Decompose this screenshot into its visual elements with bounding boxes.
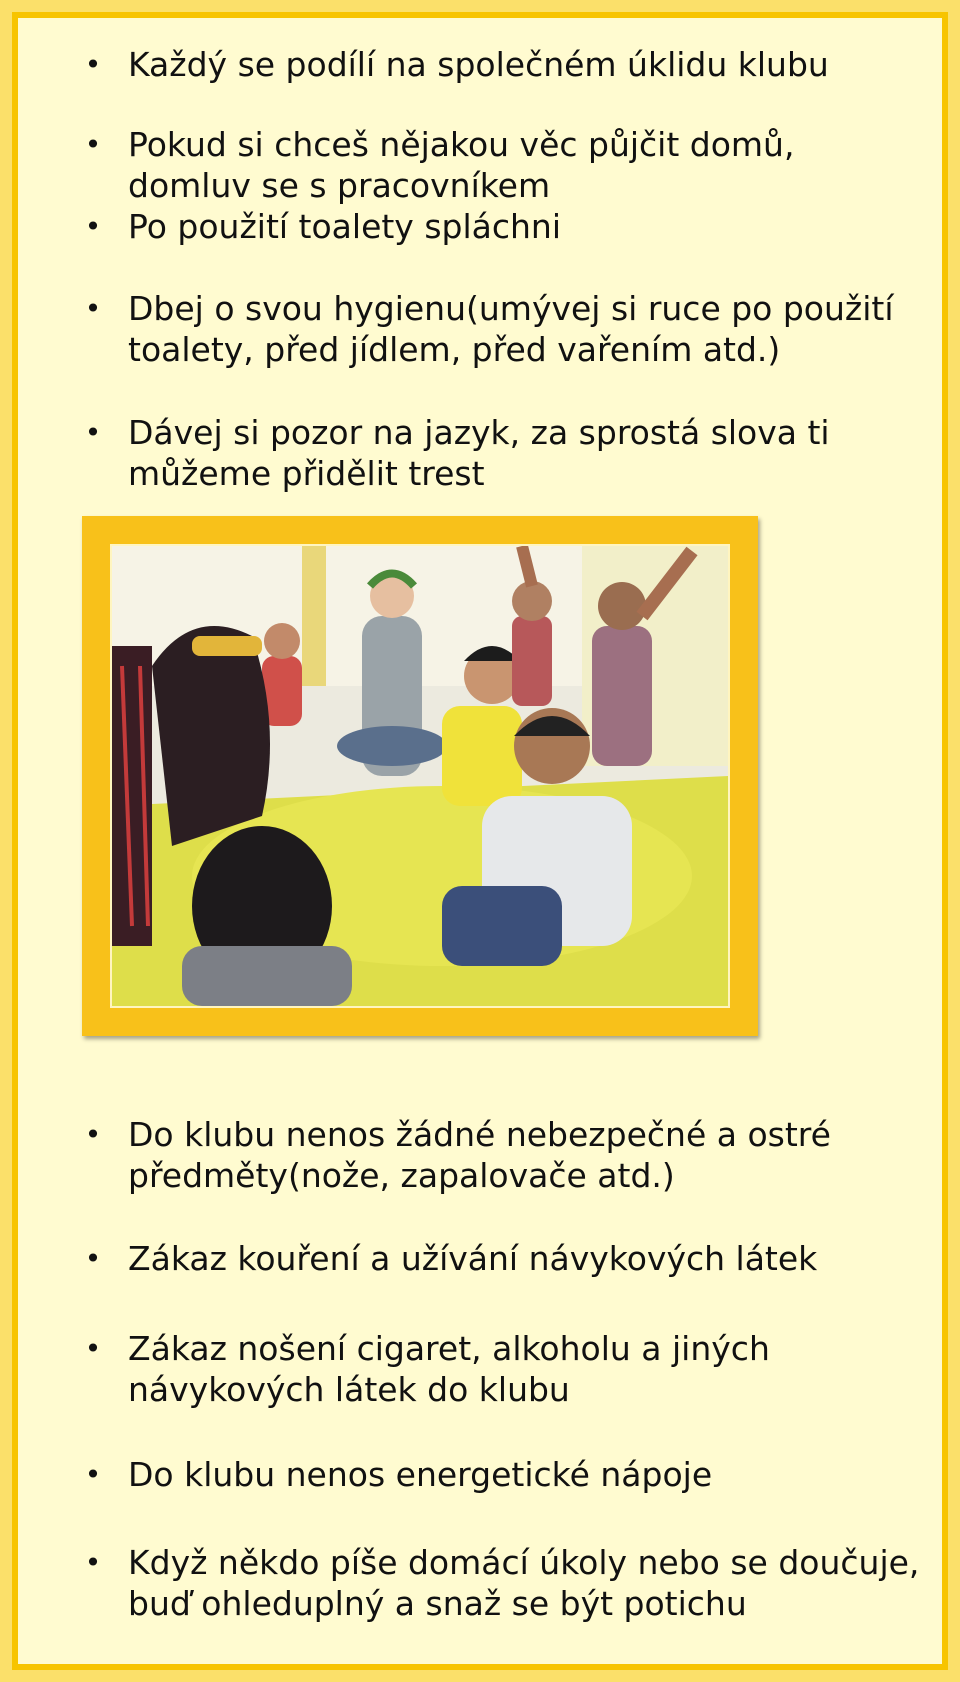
bullet-icon: •	[84, 292, 102, 325]
rule-text: Po použití toalety spláchni	[128, 207, 561, 246]
rule-text: Když někdo píše domácí úkoly nebo se doučuje, buď ohleduplný a snaž se být potichu	[128, 1543, 920, 1623]
group-photo	[110, 544, 730, 1008]
bullet-icon: •	[84, 210, 102, 243]
rule-text: Každý se podílí na společném úklidu klubu	[128, 45, 829, 84]
bullet-icon: •	[84, 1332, 102, 1365]
bullet-icon: •	[84, 416, 102, 449]
rule-text: Zákaz nošení cigaret, alkoholu a jiných návykových látek do klubu	[128, 1329, 770, 1409]
rule-text: Do klubu nenos energetické nápoje	[128, 1455, 713, 1494]
bullet-icon: •	[84, 1242, 102, 1275]
photo-frame	[82, 516, 758, 1036]
rule-text: Pokud si chceš nějakou věc půjčit domů, domluv se s pracovníkem	[128, 125, 795, 205]
bullet-icon: •	[84, 48, 102, 81]
group-photo-image	[112, 546, 728, 1006]
bullet-icon: •	[84, 128, 102, 161]
rules-page	[12, 12, 948, 1670]
rule-text: Dbej o svou hygienu(umývej si ruce po použití toalety, před jídlem, před vařením atd.)	[128, 289, 894, 369]
bullet-icon: •	[84, 1546, 102, 1579]
rule-text: Dávej si pozor na jazyk, za sprostá slova ti můžeme přidělit trest	[128, 413, 830, 493]
rule-text: Do klubu nenos žádné nebezpečné a ostré předměty(nože, zapalovače atd.)	[128, 1115, 831, 1195]
bullet-icon: •	[84, 1458, 102, 1491]
bullet-icon: •	[84, 1118, 102, 1151]
rule-text: Zákaz kouření a užívání návykových látek	[128, 1239, 818, 1278]
